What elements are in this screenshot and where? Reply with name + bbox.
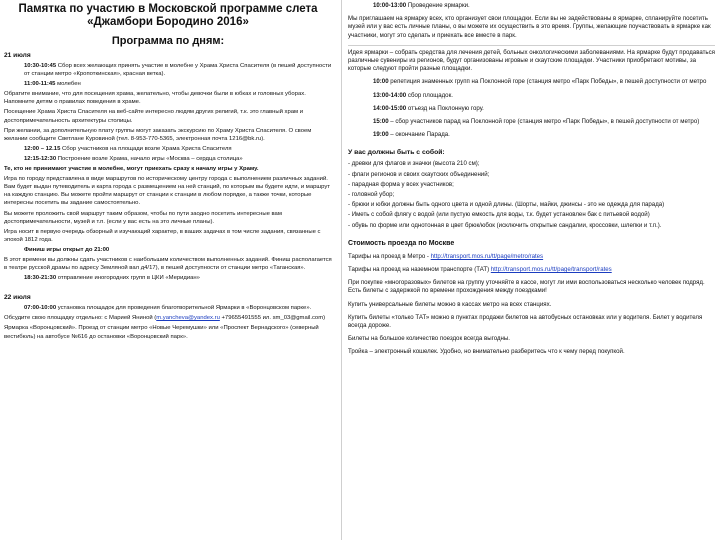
metro-rates — [348, 253, 715, 261]
need-item-7: - обувь по форме или однотонная в цвет брюк/юбок (исключить открытые сандалии, кроссовки, шлепки и т.п.). — [348, 221, 662, 229]
ground-rates — [348, 266, 715, 274]
day1-notice-2: Посещение Храма Христа Спасителя на веб-сайте интересно людям других религий, т.к. это главный храм и достопримечательность архитектуры столицы. — [4, 109, 303, 124]
day1-item-1-time: 10:30-10:45 — [24, 63, 57, 69]
schedule-item-5-text: – окончание Парада. — [390, 131, 450, 139]
right-page — [341, 0, 720, 540]
day1-game-format: Игра носит в первую очередь обзорный и изучающий характер, в ваших задачах в том числе задания, связанные с эпохой 1812 года. — [4, 228, 321, 243]
schedule-item-3 — [348, 105, 715, 113]
ground-rates-link[interactable]: http://transport.mos.ru/tt/page/transport/rates — [490, 266, 612, 274]
day2-item-1-time: 07:00-10:00 — [24, 305, 57, 312]
schedule-item-5 — [348, 131, 715, 139]
day1-item-5-time: 18:30-21:30 — [24, 275, 57, 282]
day1-item-2-text: молебен — [57, 81, 81, 88]
day1-game-description: Игра по городу представлена в виде маршрутов по историческому центру города с выполнением различных заданий. Вам будет выдан путеводитель и карта города с размещением на ней станций, по которым вы будете идти, и маршрут на каждую станцию. Вы можете пройти маршрут от станции к станции в любом порядке, а также точки, которые интересны посетить вы задание самостоятельно. — [4, 176, 330, 207]
schedule-item-4-time: 15:00 — [373, 118, 389, 126]
day1-item-3-time: 12:00 – 12.15 — [24, 145, 61, 152]
schedule-item-2 — [348, 92, 715, 100]
schedule-item-1 — [348, 78, 715, 86]
day1-notice-1: Обратите внимание, что для посещения храма, желательно, чтобы девочки были в юбках и головных уборах. Напомните детям о правилах поведения в храме. — [4, 91, 306, 106]
day1-item-1-text: Сбор всех желающих принять участие в молебне у Храма Христа Спасителя (в пешей доступности от станции метро «Кропоткинская», красная ветка). — [24, 63, 332, 78]
program-heading: Программа по дням: — [111, 35, 225, 47]
need-item-6: - Иметь с собой флягу с водой (или пустую емкость для воды, т.к. будет установлен бак с питьевой водой) — [348, 211, 650, 219]
tat-tickets: Купить билеты «только ТАТ» можно в пунктах продажи билетов на автобусных остановках или у водителя. Билет у водителя всегда дороже. — [348, 313, 703, 330]
fair-purpose: Идея ярмарки – собрать средства для лечения детей, больных онкологическими заболеваниями. На ярмарке будут продаваться различные сувениры из регионов, будут организованы игровые и скаутские площадки. Участники приобретают мотивы, за которые следуют пройти разные площадки. — [348, 48, 715, 73]
schedule-item-3-text: отъезд на Поклонную гору. — [407, 104, 484, 112]
schedule-item-3-time: 14:00-15:00 — [373, 104, 407, 112]
troika-note: Тройка – электронный кошелек. Удобно, но внимательно разберитесь что к чему перед покупкой. — [348, 348, 625, 356]
day1-finish-text: В этот времени вы должны сдать участников с наибольшим количеством выполненных заданий. Финиш располагается в театре русской драмы по адресу Земляной вал д4/17), в пешей доступности от станции метро «Таганская». — [4, 256, 332, 272]
schedule-item-5-time: 19:00 — [373, 131, 389, 139]
need-heading: У вас должны быть с собой: — [348, 149, 445, 157]
day1-item-4-text: Построение возле Храма, начало игры «Москва – сердца столица» — [57, 155, 243, 162]
metro-rates-link[interactable]: http://transport.mos.ru/tt/page/metro/rates — [430, 252, 544, 260]
schedule-item-4 — [348, 118, 715, 126]
ticket-buy-note: При покупке «многоразовых» билетов на группу уточняйте в кассе, могут ли ими воспользоваться несколько человек подряд. Есть билеты с задержкой по времени прохождения между поездками! — [348, 279, 705, 295]
day1-date: 21 июля — [4, 52, 31, 59]
day1-finish-label: Финиш игры открыт до 21:00 — [24, 246, 110, 253]
universal-tickets: Купить универсальные билеты можно в кассах метро на всех станциях. — [348, 300, 552, 308]
day1-excursion: При желании, за дополнительную плату группы могут заказать экскурсию по Храму Христа Спасителя. О своем желании сообщите Светлане Куровиной (тел. 8-953-770-5365, электронная почта 1216@bk.ru). — [4, 127, 312, 142]
day2-park-directions: Ярмарка «Воронцовский». Проезд от станции метро «Новые Черемушки» или «Проспект Вернадского» (северный вестибюль) на автобусе №616 до остановки «Воронцовский парк». — [4, 325, 319, 340]
need-item-5: - брюки и юбки должны быть одного цвета и одной длины. (Шорты, майки, джинсы - это не одежда для парада) — [348, 201, 665, 209]
bulk-tickets: Билеты на большое количество поездок всегда выгодны. — [348, 335, 510, 343]
day2-item-1-text: установка площадок для проведения благотворительной Ярмарки в «Воронцовском парке». — [57, 305, 312, 312]
need-item-4: - головной убор; — [348, 191, 395, 199]
day1-item-3-text: Сбор участников на площади возле Храма Христа Спасителя — [62, 145, 232, 152]
day1-route-offer: Вы можете проложить свой маршрут таким образом, чтобы по пути заодно посетить интересные вам достопримечательности, музей и т.п. (если у вас есть на это личные планы). — [4, 210, 282, 225]
day1-item-3 — [4, 145, 332, 153]
document-title: Памятка по участию в Московской программе слета «Джамбори Бородино 2016» — [18, 3, 318, 28]
need-item-1: - древки для флагов и значки (высота 210 см); — [348, 160, 480, 168]
cost-heading: Стоимость проезда по Москве — [348, 239, 455, 247]
day2-contact-prefix: Обсудите свою площадку отдельно: с Марией Яниной ( — [4, 315, 157, 322]
day1-item-1 — [4, 62, 332, 78]
need-item-3: - парадная форма у всех участников; — [348, 180, 454, 188]
day1-item-2-time: 11:00-11:45 — [24, 81, 56, 88]
schedule-item-1-time: 10:00 — [373, 78, 389, 86]
day2-item-fair — [348, 2, 715, 10]
day2-contact-suffix: +79655491555 ил. sm_03@gmail.com) — [219, 315, 326, 322]
day1-item-5-text: отправление иногородних групп в ЦКИ «Меридиан» — [57, 275, 200, 282]
schedule-item-4-text: – сбор участников парад на Поклонной горе (станция метро «Парк Победы», в пешей доступности от метро) — [390, 118, 700, 126]
day1-no-prayer: Те, кто не принимают участие в молебне, могут приехать сразу к началу игры у Храму. — [4, 166, 259, 173]
day1-item-4-time: 12:15-12:30 — [24, 155, 57, 162]
schedule-item-2-time: 13:00-14:00 — [373, 91, 407, 99]
day2-date: 22 июля — [4, 294, 31, 302]
schedule-item-1-text: репетиция знаменных групп на Поклонной горе (станция метро «Парк Победы», в пешей доступности от метро — [390, 78, 707, 86]
fair-invite: Мы приглашаем на ярмарку всех, кто организует свои площадки. Если вы не задействованы в ярмарке, спланируйте посетить музей или у вас есть личные планы, о вы можете их осуществить в это время. Группы, желающие поучаствовать в ярмарке как участники, могут это сделать и приехать все вместе в парк. — [348, 15, 711, 39]
left-page — [0, 0, 338, 540]
ground-rates-label: Тарифы на проезд на наземном транспорте (ТАТ) — [348, 266, 491, 274]
day2-contact-email-link[interactable]: m.yancheva@yandex.ru — [156, 315, 220, 322]
day2-contact — [4, 314, 332, 322]
need-item-2: - флаги регионов и своих скаутских объединений; — [348, 170, 490, 178]
fair-time: 10:00-13:00 — [373, 2, 407, 9]
day1-item-4 — [4, 155, 332, 163]
fair-text: Проведение ярмарки. — [407, 2, 470, 9]
day2-item-1 — [4, 304, 332, 312]
metro-rates-label: Тарифы на проезд в Метро - — [348, 252, 431, 260]
schedule-item-2-text: сбор площадок. — [407, 91, 453, 99]
day1-item-5 — [4, 274, 332, 282]
day1-item-2 — [4, 80, 332, 88]
